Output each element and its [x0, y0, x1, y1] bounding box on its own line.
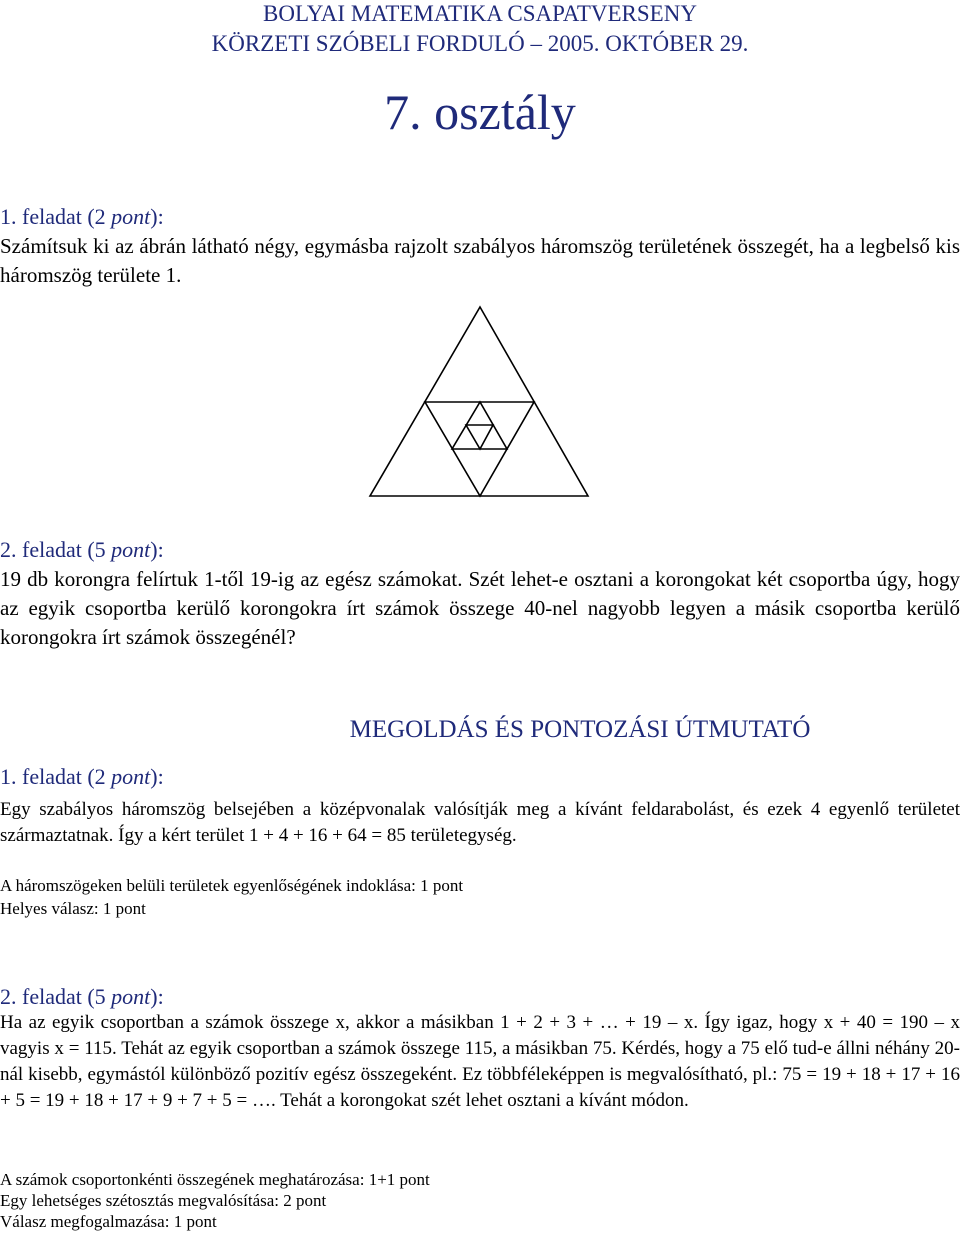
nested-triangles-figure: [360, 303, 600, 503]
solution-2-text: Ha az egyik csoportban a számok összege x, akkor a másikban 1 + 2 + 3 + … + 19 – x. Így igaz, hogy x + 40 = 190 – x vagyis x = 115. Tehát az egyik csoportban a számok összege 115, a másikban 75. Kérdés, hogy a 75 elő tud-e állni néhány 20-nál kisebb, egymástól különböző pozitív egész összegeként. Ez többféleképpen is megvalósítható, pl.: 75 = 19 + 18 + 17 + 16 + 5 = 19 + 18 + 17 + 9 + 7 + 5 = …. Tehát a korongokat szét lehet osztani a kívánt módon.: [0, 1012, 960, 1111]
competition-title: BOLYAI MATEMATIKA CSAPATVERSENY: [263, 1, 697, 26]
problem-1-text: Számítsuk ki az ábrán látható négy, egymásba rajzolt szabályos háromszög területének összegét, ha a legbelső kis háromszög területe 1.: [0, 234, 960, 287]
problem-1-heading: 1. feladat (2 pont):: [0, 204, 164, 229]
grade-title: 7. osztály: [384, 84, 576, 140]
problem-2-text: 19 db korongra felírtuk 1-től 19-ig az egész számokat. Szét lehet-e osztani a korongokat két csoportba úgy, hogy az egyik csoportba kerülő korongokra írt számok összege 40-nel nagyobb legyen a másik csoportba kerülő korongokra írt számok összegénél?: [0, 567, 960, 649]
solution-1-scoring-2: Helyes válasz: 1 pont: [0, 899, 146, 918]
triangle-innermost: [466, 425, 493, 449]
solution-1-scoring-1: A háromszögeken belüli területek egyenlőségének indoklása: 1 pont: [0, 876, 464, 895]
solution-1-heading: 1. feladat (2 pont):: [0, 764, 164, 789]
solution-2-scoring-2: Egy lehetséges szétosztás megvalósítása: 2 pont: [0, 1191, 327, 1210]
solution-2-heading: 2. feladat (5 pont):: [0, 984, 164, 1009]
solution-2-scoring-3: Válasz megfogalmazása: 1 pont: [0, 1212, 217, 1231]
round-date-line: KÖRZETI SZÓBELI FORDULÓ – 2005. OKTÓBER 29.: [211, 31, 749, 56]
solution-1-text: Egy szabályos háromszög belsejében a középvonalak valósítják meg a kívánt feldarabolást, és ezek 4 egyenlő területet származtatnak. Így a kért terület 1 + 4 + 16 + 64 = 85 területegység.: [0, 799, 960, 846]
solution-2-scoring-1: A számok csoportonkénti összegének meghatározása: 1+1 pont: [0, 1170, 430, 1189]
problem-2-heading: 2. feladat (5 pont):: [0, 537, 164, 562]
solution-title: MEGOLDÁS ÉS PONTOZÁSI ÚTMUTATÓ: [349, 716, 811, 743]
